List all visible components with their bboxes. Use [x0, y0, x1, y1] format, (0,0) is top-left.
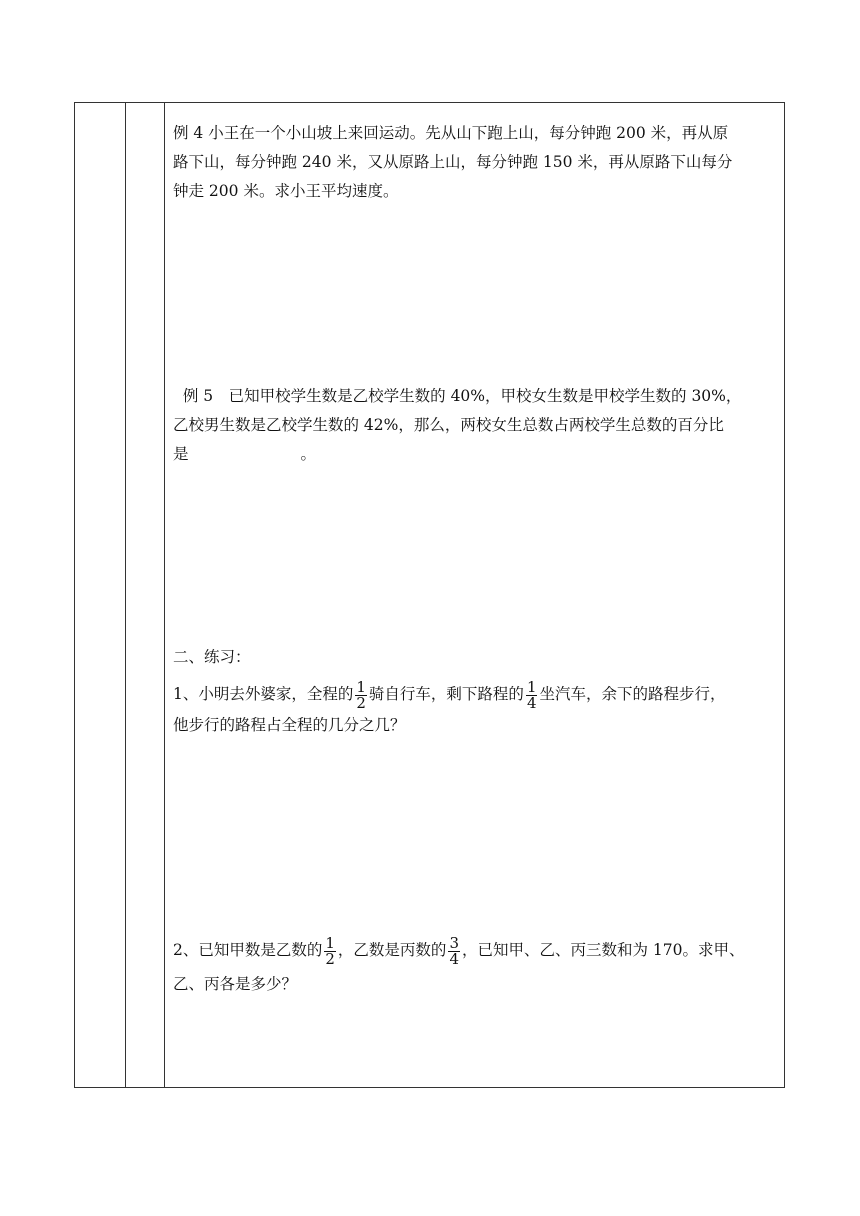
example-4-line-3: 钟走 200 米。求小王平均速度。: [173, 182, 399, 200]
q2-frac2-num: 3: [449, 933, 459, 952]
q2-part-c: ，已知甲、乙、丙三数和为 170。求甲、: [461, 941, 745, 959]
example-5-line-2: 乙校男生数是乙校学生数的 42%，那么，两校女生总数占两校学生总数的百分比: [173, 416, 724, 434]
example-5: [173, 382, 778, 469]
example-5-last-suffix: 。: [300, 445, 317, 463]
q2-part-a: 2、已知甲数是乙数的: [173, 941, 323, 959]
q1-frac2-den: 4: [526, 693, 537, 712]
practice-question-1: [173, 675, 778, 737]
q1-frac1-den: 2: [356, 693, 366, 712]
question-2-line-1: [173, 931, 778, 969]
fraction-one-half: [355, 677, 367, 712]
example-5-line-3: [173, 440, 778, 469]
column-divider-1: [125, 103, 126, 1087]
q1-part-a: 1、小明去外婆家，全程的: [173, 685, 354, 703]
q1-frac2-num: 1: [526, 677, 537, 696]
q1-part-b: 骑自行车，剩下路程的: [368, 685, 524, 703]
worksheet-table: [74, 102, 785, 1088]
q1-part-c: 坐汽车，余下的路程步行，: [539, 685, 726, 703]
fraction-one-quarter: [526, 677, 538, 712]
practice-heading-text: 二、练习：: [173, 648, 251, 666]
example-5-line-1: 例 5 已知甲校学生数是乙校学生数的 40%，甲校女生数是甲校学生数的 30%，: [173, 387, 742, 405]
question-1-line-2: 他步行的路程占全程的几分之几？: [173, 716, 406, 734]
fraction-one-half: [324, 933, 336, 968]
q1-frac1-num: 1: [356, 677, 366, 696]
column-divider-2: [164, 103, 165, 1087]
example-4-line-2: 路下山，每分钟跑 240 米，又从原路上山，每分钟跑 150 米，再从原路下山每分: [173, 153, 733, 171]
practice-heading: [173, 643, 778, 672]
example-4: [173, 119, 778, 206]
q2-part-b: ，乙数是丙数的: [337, 941, 447, 959]
example-4-line-1: 例 4 小王在一个小山坡上来回运动。先从山下跑上山，每分钟跑 200 米，再从原: [173, 124, 729, 142]
fraction-three-quarters: [448, 933, 460, 968]
question-1-line-1: [173, 675, 778, 713]
q2-frac1-num: 1: [325, 933, 335, 952]
practice-question-2: [173, 931, 778, 999]
q2-frac1-den: 2: [325, 949, 335, 968]
question-2-line-2: 乙、丙各是多少？: [173, 975, 298, 993]
example-5-last-prefix: 是: [173, 445, 189, 463]
q2-frac2-den: 4: [449, 949, 459, 968]
